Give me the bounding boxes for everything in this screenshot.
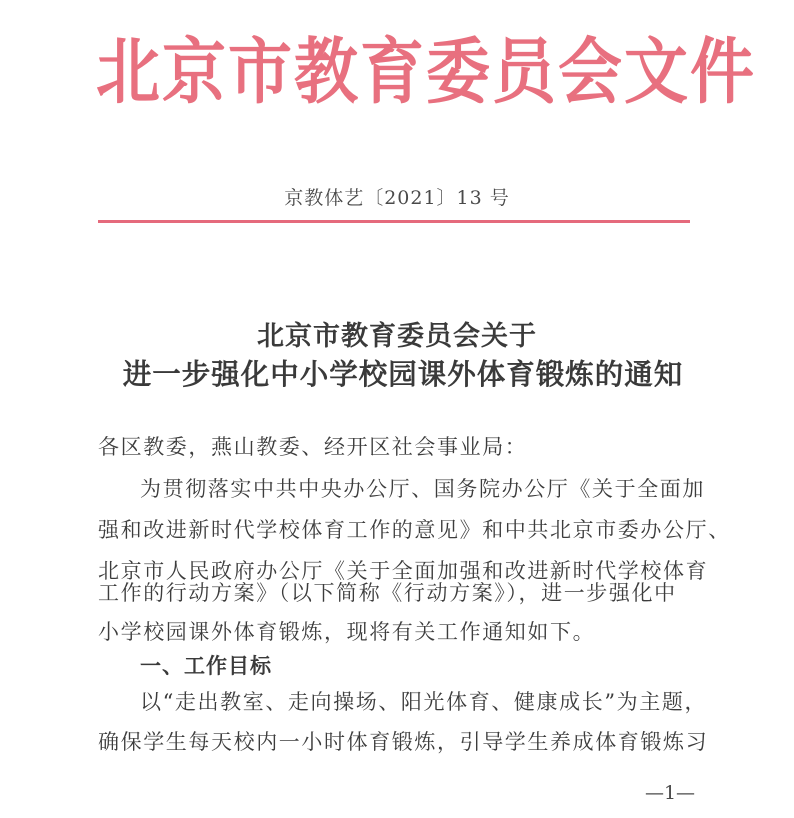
section-heading-work-goals: 一、工作目标 (140, 654, 272, 678)
document-masthead: 北京市教育委员会文件 (96, 30, 756, 115)
paragraph-1-line-4: 工作的行动方案》（以下简称《行动方案》），进一步强化中 (98, 581, 677, 605)
page-number: —1— (644, 782, 696, 804)
paragraph-2-line-1: 以“走出教室、走向操场、阳光体育、健康成长”为主题， (140, 690, 708, 714)
paragraph-1-line-2: 强和改进新时代学校体育工作的意见》和中共北京市委办公厅、 (98, 518, 731, 542)
document-title-line-2: 进一步强化中小学校园课外体育锻炼的通知 (122, 358, 684, 391)
document-number: 京教体艺〔2021〕13 号 (284, 187, 510, 209)
paragraph-1-line-5: 小学校园课外体育锻炼，现将有关工作通知如下。 (98, 620, 596, 644)
red-divider-line (98, 220, 690, 223)
addressee: 各区教委，燕山教委、经开区社会事业局： (98, 435, 528, 459)
document-title-line-1: 北京市教育委员会关于 (257, 321, 537, 352)
paragraph-2-line-2: 确保学生每天校内一小时体育锻炼，引导学生养成体育锻炼习 (98, 730, 709, 754)
paragraph-1-line-1: 为贯彻落实中共中央办公厅、国务院办公厅《关于全面加 (140, 477, 705, 501)
paragraph-1-line-3: 北京市人民政府办公厅《关于全面加强和改进新时代学校体育 (98, 559, 709, 583)
